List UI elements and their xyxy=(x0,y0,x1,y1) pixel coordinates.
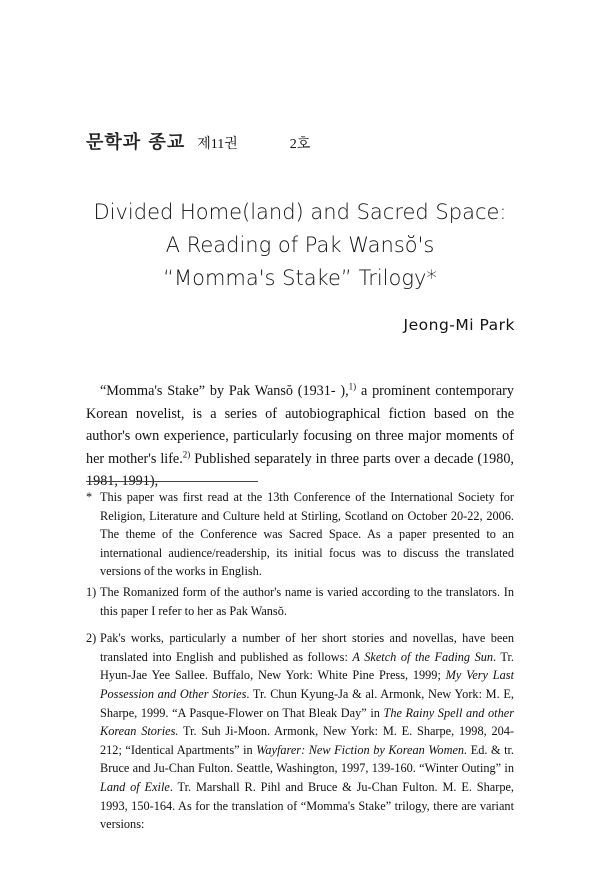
footnote-2-title-1: A Sketch of the Fading Sun xyxy=(352,649,494,664)
footnote-star-mark: * xyxy=(86,490,93,504)
body-text-c: Published separately in three parts over a decade (1980, 1981, 1991), xyxy=(86,450,514,489)
footnote-1-mark: 1) xyxy=(86,584,97,599)
footnote-2-text-2: . Tr. Hyun-Jae Yee Sallee. Buffalo, New York: White Pine Press, 1999; xyxy=(100,649,514,683)
footnote-1 xyxy=(86,583,514,620)
footnote-2-title-5: Land of Exile xyxy=(100,779,170,794)
body-paragraph xyxy=(86,380,514,493)
title-line-1: Divided Home(land) and Sacred Space: xyxy=(93,200,507,224)
footnote-ref-1[interactable]: 1) xyxy=(348,381,357,392)
title-line-2: A Reading of Pak Wansŏ's xyxy=(165,233,435,257)
footnote-ref-2[interactable]: 2) xyxy=(182,448,191,459)
journal-name: 문학과 종교 xyxy=(86,132,186,153)
body-text-a: “Momma's Stake” by Pak Wansŏ (1931- ), xyxy=(100,383,349,399)
footnote-2-title-3: The Rainy Spell and other Korean Stories. xyxy=(100,705,514,739)
volume-number: 제11권 xyxy=(197,137,238,152)
issue-number: 2호 xyxy=(289,137,311,152)
title-line-3-text: “Momma's Stake” Trilogy xyxy=(163,266,427,290)
footnote-star-text: This paper was first read at the 13th Conference of the International Society for Religion, Literature and Culture held at Stirling, Scotland on October 20-22, 2006. The theme of the Conference was Sacred Space. As a paper presented to an international audience/readership, its initial focus was to discuss the translated versions of the works in English. xyxy=(100,490,514,579)
title-asterisk: * xyxy=(426,266,437,290)
footnote-1-text: The Romanized form of the author's name is varied according to the translators. In this paper I refer to her as Pak Wansŏ. xyxy=(100,584,514,618)
footnote-2-title-4: Wayfarer: New Fiction by Korean Women. xyxy=(256,742,468,757)
footnote-star xyxy=(86,488,514,581)
journal-header xyxy=(86,128,310,154)
footnote-2-text-6: . Tr. Marshall R. Pihl and Bruce & Ju-Chan Fulton. M. E. Sharpe, 1993, 150-164. As for the translation of “Momma's Stake” trilogy, there are variant versions: xyxy=(100,779,514,832)
footnote-2-mark: 2) xyxy=(86,631,97,646)
footnotes xyxy=(86,488,514,834)
paper-title xyxy=(0,196,600,295)
title-line-3 xyxy=(0,262,600,295)
footnote-2-title-2: My Very Last Possession and Other Stories xyxy=(100,668,515,701)
footnote-2-text-3: . Tr. Chun Kyung-Ja & al. Armonk, New York: M. E, Sharpe, 1999. “A Pasque-Flower on That Bleak Day” in xyxy=(100,686,514,720)
footnote-2-text-5: Ed. & tr. Bruce and Ju-Chan Fulton. Seattle, Washington, 1997, 139-160. “Winter Outing” in xyxy=(100,742,514,776)
author-name: Jeong-Mi Park xyxy=(403,316,515,334)
footnote-2 xyxy=(86,629,514,834)
footnote-2-text-1: Pak's works, particularly a number of her short stories and novellas, have been translated into English and published as follows: xyxy=(100,631,514,664)
footnote-divider xyxy=(86,481,258,482)
body-text-b: a prominent contemporary Korean novelist, is a series of autobiographical fiction based on the author's own experience, particularly focusing on three major moments of her mother's life. xyxy=(86,383,514,467)
footnote-2-text-4: Tr. Suh Ji-Moon. Armonk, New York: M. E. Sharpe, 1998, 204-212; “Identical Apartments” in xyxy=(100,724,514,757)
